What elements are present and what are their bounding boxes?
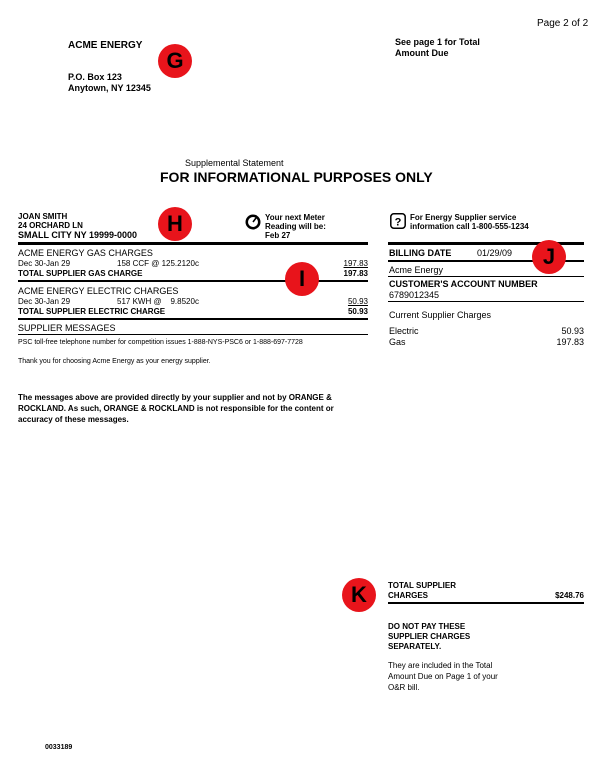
current-charges-label: Current Supplier Charges [389,310,492,320]
electric-total-label: TOTAL SUPPLIER ELECTRIC CHARGE [18,307,166,316]
billing-date-label: BILLING DATE [389,248,452,258]
account-number: 6789012345 [389,290,440,300]
question-icon [390,213,406,229]
gas-period: Dec 30-Jan 29 [18,259,71,268]
marker-g: G [158,44,192,78]
gas-heading: ACME ENERGY GAS CHARGES [18,248,153,258]
warn-line2: SUPPLIER CHARGES [388,632,471,641]
svg-text:?: ? [394,216,402,229]
marker-h: H [158,207,192,241]
disclaimer-line3: accuracy of these messages. [18,415,129,424]
billing-electric-amount: 50.93 [561,326,584,336]
gas-amount: 197.83 [343,259,368,268]
gas-usage: 158 CCF @ 125.2120c [117,259,199,268]
warn-line3: SEPARATELY. [388,642,442,651]
supplier-service-line2: information call 1-800-555-1234 [410,222,529,231]
messages-line2: Thank you for choosing Acme Energy as your energy supplier. [18,358,211,365]
billing-date: 01/29/09 [477,248,513,258]
see-page-line1: See page 1 for Total [395,37,480,47]
company-name: ACME ENERGY [68,40,143,51]
meter-line2: Reading will be: [265,222,326,231]
meter-line1: Your next Meter [265,213,325,222]
company-city: Anytown, NY 12345 [68,83,151,93]
note-line2: Amount Due on Page 1 of your [388,672,498,681]
gas-total-label: TOTAL SUPPLIER GAS CHARGE [18,269,143,278]
supplier-service-line1: For Energy Supplier service [410,213,517,222]
warn-line1: DO NOT PAY THESE [388,622,466,631]
marker-k: K [342,578,376,612]
gas-total: 197.83 [343,269,368,278]
total-amount: $248.76 [555,591,584,600]
statement-subtitle: Supplemental Statement [185,158,284,168]
marker-i: I [285,262,319,296]
billing-supplier: Acme Energy [389,265,444,275]
disclaimer-line1: The messages above are provided directly by your supplier and not by ORANGE & [18,393,332,402]
messages-heading: SUPPLIER MESSAGES [18,323,116,333]
electric-total: 50.93 [347,307,368,316]
billing-supplier-rule [388,276,584,277]
page-number: Page 2 of 2 [537,18,589,29]
note-line3: O&R bill. [388,683,420,692]
customer-street: 24 ORCHARD LN [18,221,83,230]
electric-period: Dec 30-Jan 29 [18,297,71,306]
note-line1: They are included in the Total [388,661,493,670]
total-rule [388,602,584,604]
disclaimer-line2: ROCKLAND. As such, ORANGE & ROCKLAND is not responsible for the content or [18,404,334,413]
messages-under-rule [18,334,368,335]
customer-city: SMALL CITY NY 19999-0000 [18,230,138,240]
statement-title: FOR INFORMATIONAL PURPOSES ONLY [160,169,433,185]
electric-heading: ACME ENERGY ELECTRIC CHARGES [18,286,179,296]
marker-j: J [532,240,566,274]
customer-name: JOAN SMITH [18,212,68,221]
account-rule [388,301,584,302]
billing-gas-label: Gas [389,337,406,347]
see-page-line2: Amount Due [395,48,449,58]
electric-amount: 50.93 [347,297,368,306]
messages-line1: PSC toll-free telephone number for competition issues 1-888-NYS-PSC6 or 1-888-697-7728 [18,339,303,346]
total-label-line1: TOTAL SUPPLIER [388,581,457,590]
footer-code: 0033189 [45,744,73,751]
account-label: CUSTOMER'S ACCOUNT NUMBER [389,279,538,289]
electric-usage: 517 KWH @ 9.8520c [117,297,199,306]
billing-gas-amount: 197.83 [556,337,584,347]
billing-electric-label: Electric [389,326,419,336]
meter-line3: Feb 27 [265,231,291,240]
messages-top-rule [18,318,368,320]
total-label-line2: CHARGES [388,591,429,600]
meter-gauge-icon [245,214,261,230]
gas-top-rule [18,242,368,245]
company-po-box: P.O. Box 123 [68,72,122,82]
